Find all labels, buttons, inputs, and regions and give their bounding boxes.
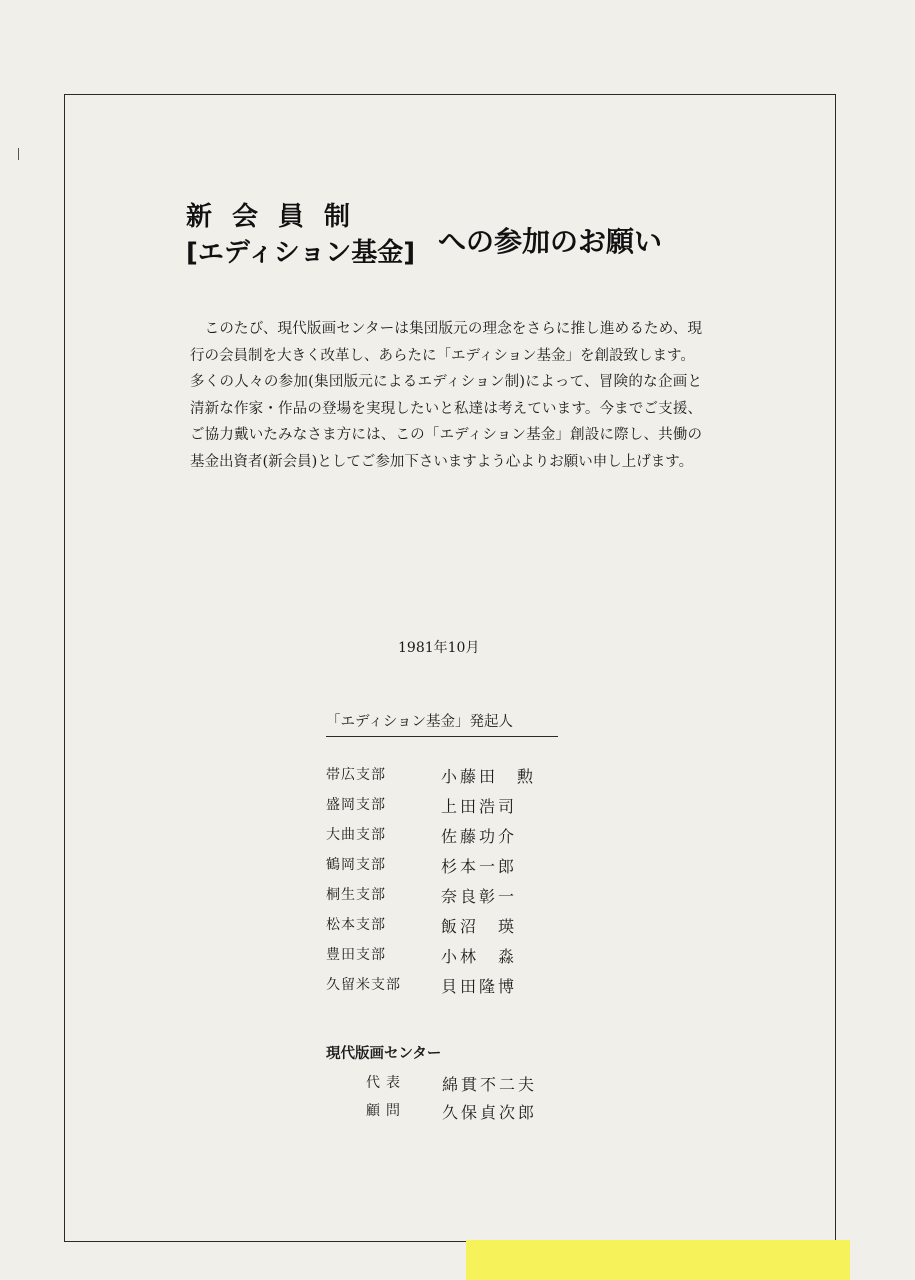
founder-name: 杉本一郎	[441, 857, 518, 876]
officer-row	[366, 1072, 566, 1095]
title-suffix: への参加のお願い	[438, 225, 663, 258]
founder-row	[326, 794, 561, 818]
issue-date: 1981年10月	[398, 640, 480, 656]
founder-name: 佐藤功介	[441, 827, 518, 846]
founder-branch: 鶴岡支部	[326, 857, 386, 873]
founder-row	[326, 944, 561, 968]
title-line-2: [エディション基金]	[186, 238, 416, 268]
founder-branch: 松本支部	[326, 917, 386, 933]
founder-row	[326, 974, 561, 998]
founder-row	[326, 914, 561, 938]
founder-name: 小藤田 勲	[441, 767, 537, 786]
founder-branch: 豊田支部	[326, 947, 386, 963]
founder-name: 飯沼 瑛	[441, 917, 518, 936]
founder-branch: 帯広支部	[326, 767, 386, 783]
founder-name: 貝田隆博	[441, 977, 518, 996]
body-paragraph-1: このたび、現代版画センターは集団版元の理念をさらに推し進めるため、現行の会員制を大きく改革し、あらたに「エディション基金」を創設致します。	[190, 321, 702, 364]
founder-branch: 盛岡支部	[326, 797, 386, 813]
founder-branch: 大曲支部	[326, 827, 386, 843]
founder-row	[326, 884, 561, 908]
officer-name: 綿貫不二夫	[442, 1075, 538, 1094]
officer-row	[366, 1100, 566, 1123]
founder-row	[326, 854, 561, 878]
founder-name: 奈良彰一	[441, 887, 518, 906]
founder-name: 小林 淼	[441, 947, 518, 966]
sticky-note	[466, 1240, 850, 1280]
margin-mark	[18, 148, 19, 160]
founder-branch: 桐生支部	[326, 887, 386, 903]
founder-row	[326, 764, 561, 788]
officer-name: 久保貞次郎	[442, 1103, 538, 1122]
founder-row	[326, 824, 561, 848]
founders-heading: 「エディション基金」発起人	[326, 710, 558, 737]
officer-role: 代表	[366, 1075, 406, 1091]
body-text	[190, 316, 702, 475]
body-paragraph-2: 多くの人々の参加(集団版元によるエディション制)によって、冒険的な企画と清新な作家・作品の登場を実現したいと私達は考えています。今までご支援、ご協力戴いたみなさま方には、この「エディション基金」創設に際し、共働の基金出資者(新会員)としてご参加下さいますよう心よりお願い申し上げます。	[190, 374, 702, 470]
officer-role: 顧問	[366, 1103, 406, 1119]
founder-name: 上田浩司	[441, 797, 518, 816]
title-block	[186, 200, 415, 270]
organization-name: 現代版画センター	[326, 1046, 442, 1062]
founder-branch: 久留米支部	[326, 977, 401, 993]
title-line-1: 新会員制	[186, 202, 371, 232]
page-border-frame	[64, 94, 836, 1242]
